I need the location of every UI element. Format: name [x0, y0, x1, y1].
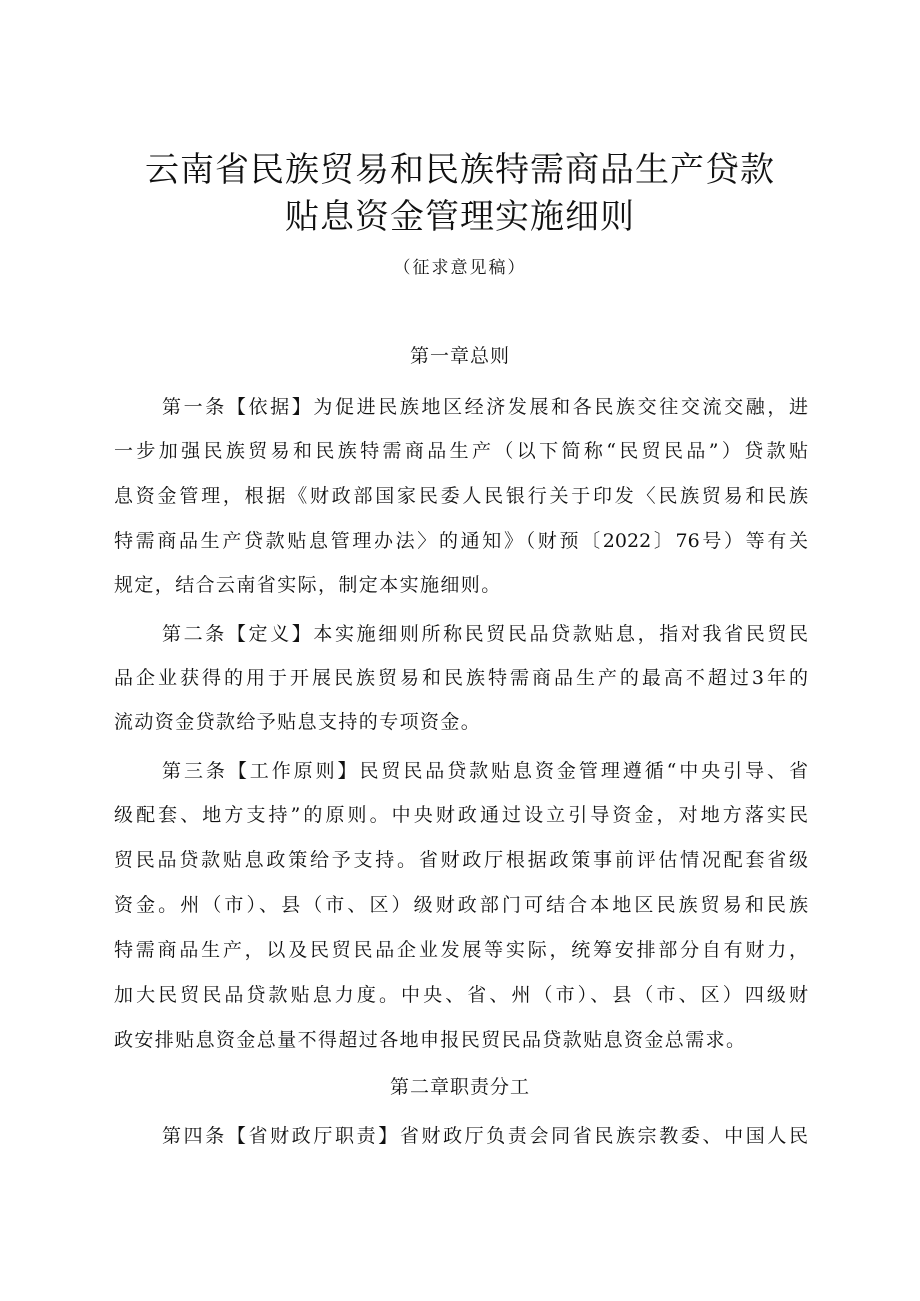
- article-3-line: 第三条【工作原则】民贸民品贷款贴息资金管理遵循“中央引导、省: [162, 760, 808, 782]
- article-2-line: 品企业获得的用于开展民族贸易和民族特需商品生产的最高不超过3年的: [114, 667, 808, 689]
- article-1-line: 规定，结合云南省实际，制定本实施细则。: [114, 574, 502, 596]
- article-3-line: 特需商品生产，以及民贸民品企业发展等实际，统筹安排部分自有财力，: [114, 939, 808, 961]
- document-title-line-2: 贴息资金管理实施细则: [285, 197, 635, 237]
- article-4-line: 第四条【省财政厅职责】省财政厅负责会同省民族宗教委、中国人民: [162, 1125, 808, 1147]
- article-3-line: 贸民品贷款贴息政策给予支持。省财政厅根据政策事前评估情况配套省级: [114, 849, 808, 871]
- article-2-line: 流动资金贷款给予贴息支持的专项资金。: [114, 711, 482, 733]
- article-1-line: 第一条【依据】为促进民族地区经济发展和各民族交往交流交融，进: [162, 396, 808, 418]
- article-1-line: 息资金管理，根据《财政部国家民委人民银行关于印发〈民族贸易和民族: [114, 485, 808, 507]
- article-3-line: 资金。州（市）、县（市、区）级财政部门可结合本地区民族贸易和民族: [114, 894, 808, 916]
- document-subtitle: （征求意见稿）: [393, 258, 527, 278]
- article-3-line: 政安排贴息资金总量不得超过各地申报民贸民品贷款贴息资金总需求。: [114, 1029, 747, 1051]
- chapter-heading-1: 第一章总则: [409, 345, 510, 367]
- article-1-line: 特需商品生产贷款贴息管理办法〉的通知》（财预〔2022〕76号）等有关: [114, 530, 808, 552]
- article-3-line: 加大民贸民品贷款贴息力度。中央、省、州（市）、县（市、区）四级财: [114, 984, 808, 1006]
- document-title-line-1: 云南省民族贸易和民族特需商品生产贷款: [145, 150, 775, 190]
- article-3-line: 级配套、地方支持”的原则。中央财政通过设立引导资金，对地方落实民: [114, 804, 808, 826]
- article-1-line: 一步加强民族贸易和民族特需商品生产（以下简称“民贸民品”）贷款贴: [114, 440, 808, 462]
- chapter-heading-2: 第二章职责分工: [389, 1076, 530, 1098]
- article-2-line: 第二条【定义】本实施细则所称民贸民品贷款贴息，指对我省民贸民: [162, 623, 808, 645]
